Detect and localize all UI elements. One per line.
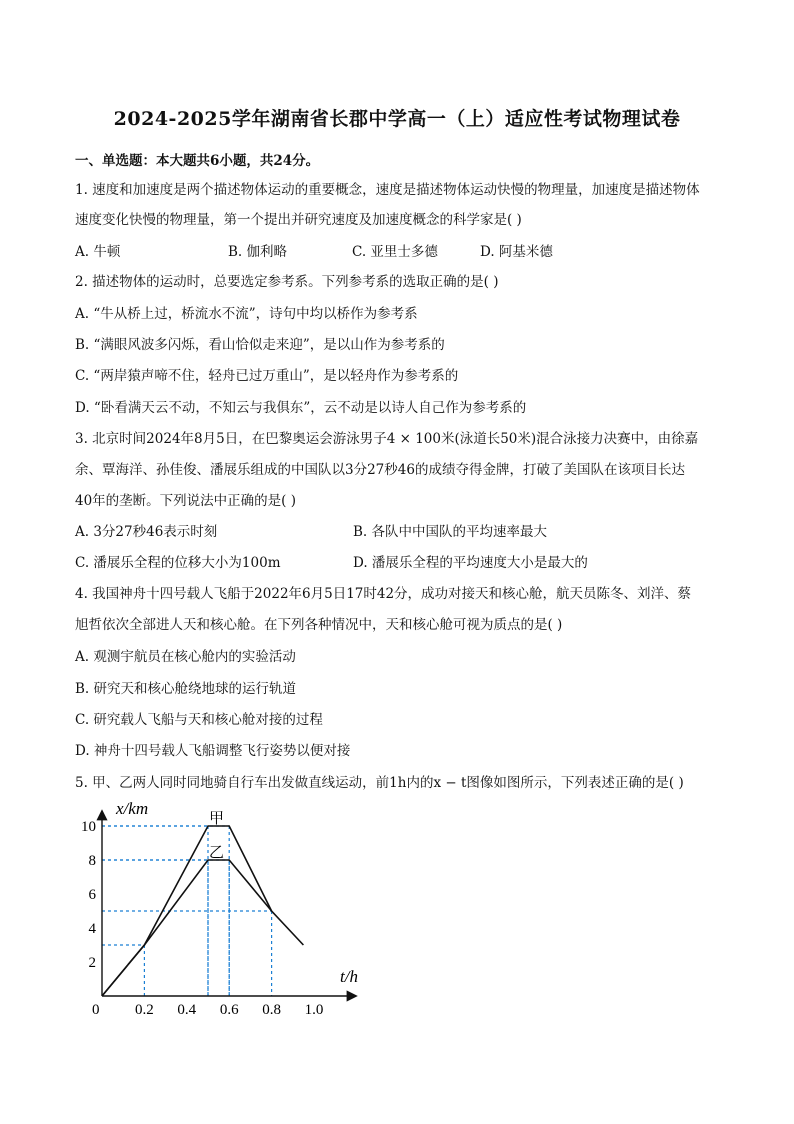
q1-option-b: B. 伽利略	[228, 244, 288, 260]
q4-option-b: B. 研究天和核心舱绕地球的运行轨道	[75, 681, 297, 697]
q4-option-a: A. 观测宇航员在核心舱内的实验活动	[75, 649, 296, 665]
q1-option-a: A. 牛顿	[75, 244, 121, 260]
y-axis-label: x/km	[116, 800, 149, 818]
q3-option-c: C. 潘展乐全程的位移大小为100m	[75, 555, 281, 571]
q4-option-c: C. 研究载人飞船与天和核心舱对接的过程	[75, 712, 323, 728]
q1-stem-line2: 速度变化快慢的物理量，第一个提出并研究速度及加速度概念的科学家是( )	[75, 212, 522, 228]
q5-stem: 5. 甲、乙两人同时同地骑自行车出发做直线运动，前1h内的x − t图像如图所示，下列表述正确的是( )	[75, 775, 684, 791]
series-line-1	[102, 860, 272, 996]
y-tick-label: 6	[88, 887, 96, 903]
q2-option-d: D. “卧看满天云不动，不知云与我俱东”，云不动是以诗人自己作为参考系的	[75, 400, 527, 416]
q3-stem-line3: 40年的垄断。下列说法中正确的是( )	[75, 493, 297, 509]
axis-ticks	[81, 819, 323, 1018]
y-tick-label: 8	[88, 853, 96, 869]
q4-option-d: D. 神舟十四号载人飞船调整飞行姿势以便对接	[75, 743, 351, 759]
x-axis-label: t/h	[340, 967, 358, 986]
x-tick-label: 0.2	[135, 1002, 154, 1018]
q2-option-b: B. “满眼风波多闪烁，看山恰似走来迎”，是以山作为参考系的	[75, 337, 445, 353]
q1-option-c: C. 亚里士多德	[352, 244, 438, 260]
origin-label: 0	[92, 1002, 100, 1018]
x-tick-label: 0.6	[219, 1002, 239, 1018]
q2-option-a: A. “牛从桥上过，桥流水不流”，诗句中均以桥作为参考系	[75, 306, 418, 322]
y-tick-label: 2	[88, 955, 96, 971]
q3-option-d: D. 潘展乐全程的平均速度大小是最大的	[353, 555, 588, 571]
q4-stem-line1: 4. 我国神舟十四号载人飞船于2022年6月5日17时42分，成功对接天和核心舱，航天员陈冬、刘洋、蔡	[75, 586, 692, 602]
q3-option-b: B. 各队中中国队的平均速率最大	[353, 524, 548, 540]
q2-option-c: C. “两岸猿声啼不住，轻舟已过万重山”，是以轻舟作为参考系的	[75, 368, 459, 384]
xt-graph	[80, 800, 380, 1030]
q3-stem-line1: 3. 北京时间2024年8月5日，在巴黎奥运会游泳男子4 × 100米(泳道长50米)混合泳接力决赛中，由徐嘉	[75, 431, 699, 447]
x-tick-label: 0.4	[177, 1002, 197, 1018]
x-tick-label: 1.0	[304, 1002, 324, 1018]
q3-option-a: A. 3分27秒46表示时刻	[75, 524, 218, 540]
q2-stem: 2. 描述物体的运动时，总要选定参考系。下列参考系的选取正确的是( )	[75, 274, 499, 290]
q4-stem-line2: 旭哲依次全部进人天和核心舱。在下列各种情况中，天和核心舱可视为质点的是( )	[75, 617, 563, 633]
q1-stem-line1: 1. 速度和加速度是两个描述物体运动的重要概念，速度是描述物体运动快慢的物理量，加速度是描述物体	[75, 182, 700, 198]
y-tick-label: 4	[88, 921, 96, 937]
q1-option-d: D. 阿基米德	[480, 244, 553, 260]
x-tick-label: 0.8	[262, 1002, 281, 1018]
guide-lines	[102, 826, 272, 996]
series-label-jia: 甲	[209, 811, 225, 827]
y-tick-label: 10	[81, 819, 96, 835]
q3-stem-line2: 余、覃海洋、孙佳俊、潘展乐组成的中国队以3分27秒46的成绩夺得金牌，打破了美国队在该项目长达	[75, 462, 685, 478]
page-title: 2024-2025学年湖南省长郡中学高一（上）适应性考试物理试卷	[113, 108, 681, 130]
series-label-yi: 乙	[209, 845, 225, 861]
section-heading: 一、单选题：本大题共6小题，共24分。	[75, 153, 320, 169]
